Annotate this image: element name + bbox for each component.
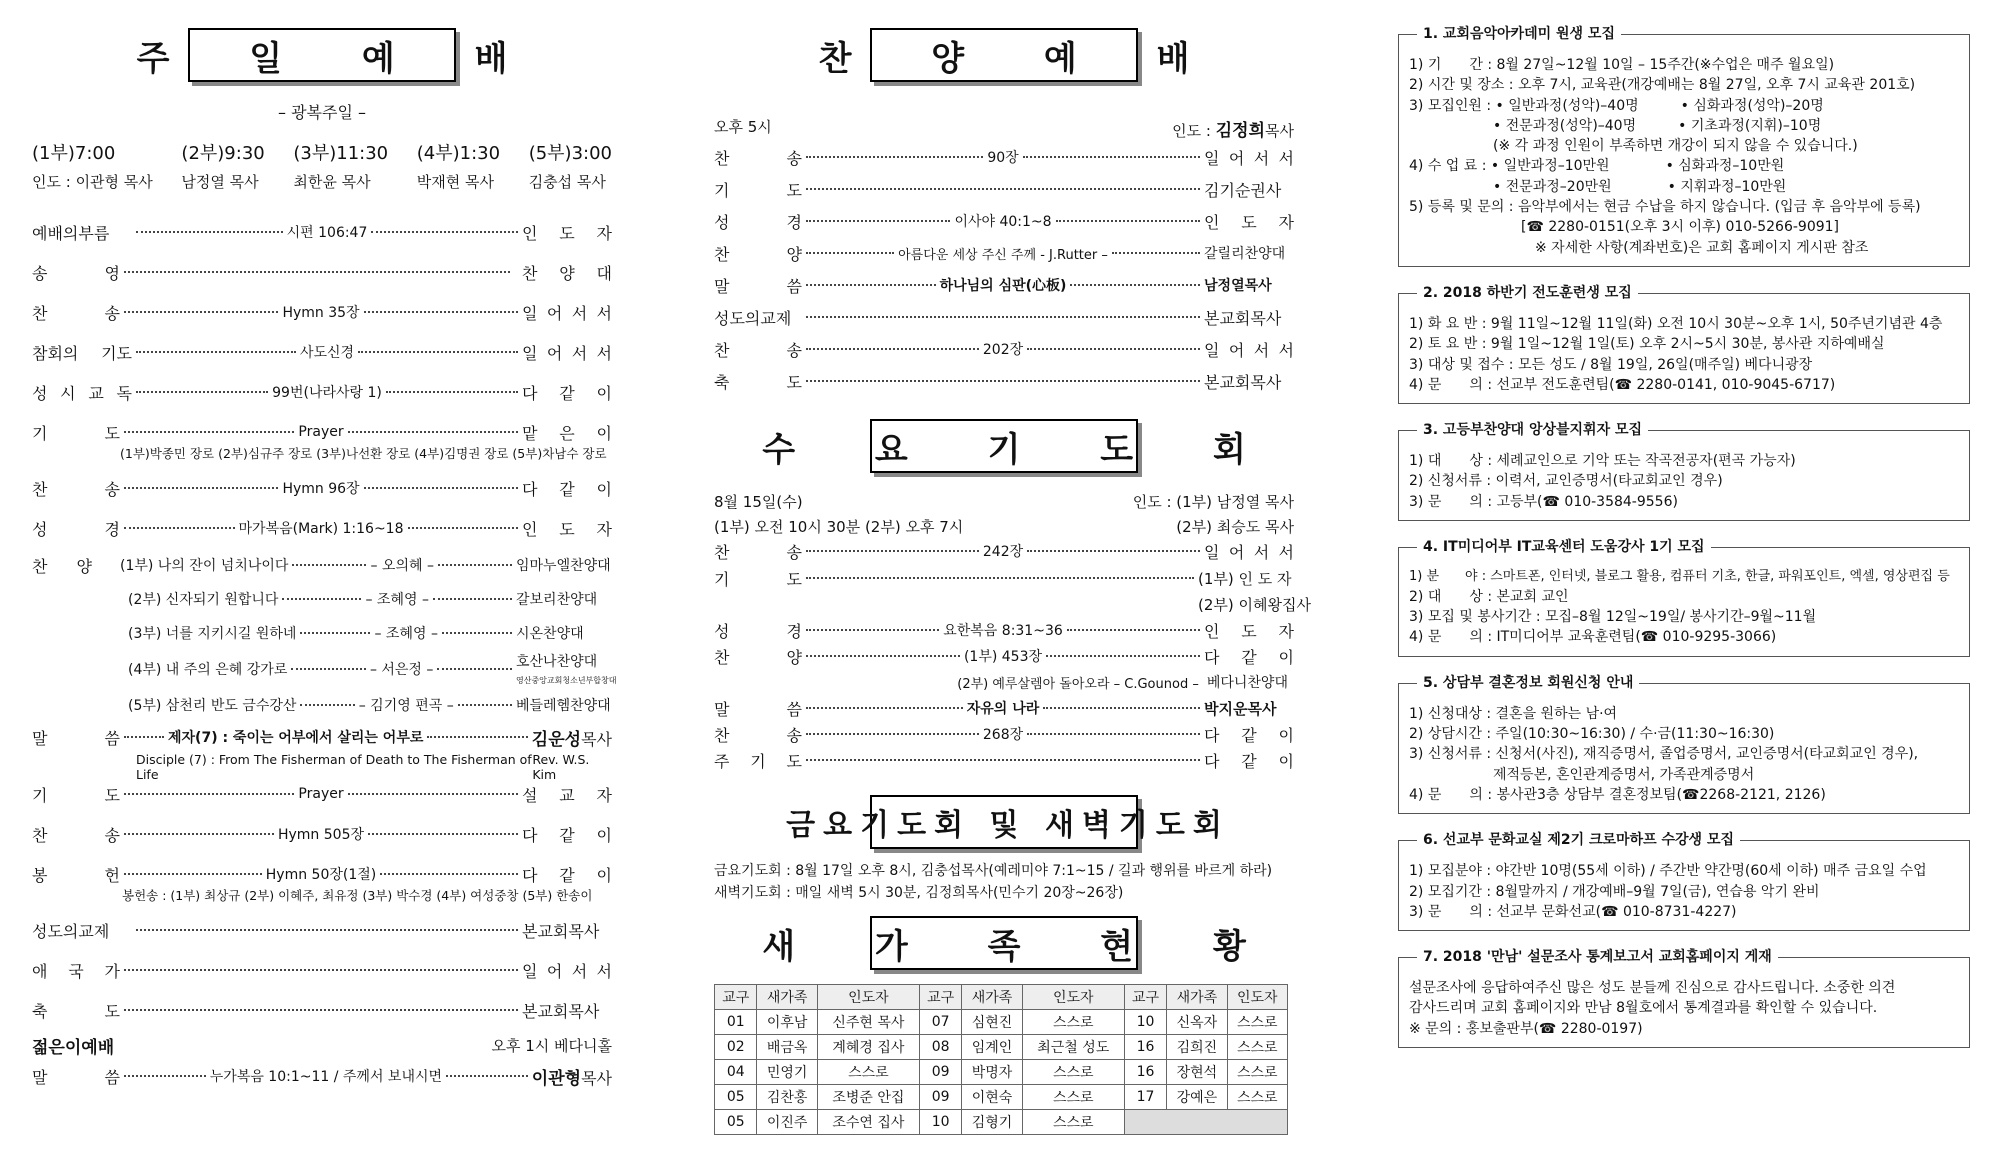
anthem4-note: 영산중앙교회청소년부합창대	[516, 676, 617, 685]
table-cell: 스스로	[1022, 1110, 1124, 1135]
table-row	[715, 1035, 1288, 1060]
wed-header-2: (1부) 오전 10시 30분 (2부) 오후 7시 (2부) 최승도 목사	[714, 518, 1294, 536]
order-row: 예배의부름 시편 106:47 인 도 자	[32, 223, 613, 243]
table-cell: 이현숙	[962, 1085, 1022, 1110]
order-row: (2부) 예루살렘아 돌아오라 – C.Gounod – 베다니찬양대	[957, 675, 1288, 692]
announcement-box: 1. 교회음악아카데미 원생 모집 1) 기 간 : 8월 27일~12월 10일 – 15주간(※수업은 매주 월요일) 2) 시간 및 장소 : 오후 7시, 교육관(개강예배는 8월 27일, 오후 7시 교육관 201호) 3) 모집인원 : • 일반과정(성악)–40명 • 심화과정(성악)–20명 • 전문과정(성악)–40명 • 기초과정(지휘)–10명 (※ 각 과정 인원이 부족하면 개강이 되지 않을 수 있습니다.) 4) 수 업 료 : • 일반과정–10만원 • 심화과정–10만원 • 전문과정–20만원 • 지휘과정–10만원 5) 등록 및 문의 : 음악부에서는 현금 수납을 하지 않습니다. (입금 후 음악부에 등록) [☎ 2280-0151(오후 3시 이후) 010-5266-9091] ※ 자세한 사항(계좌번호)은 교회 홈페이지 게시판 참조	[1398, 34, 1970, 267]
sunday-subtitle: – 광복주일 –	[278, 103, 366, 122]
table-cell: 신주현 목사	[817, 1010, 919, 1035]
order-row: 찬 송 Hymn 96장 다 같 이	[32, 479, 612, 499]
table-cell: 16	[1124, 1035, 1166, 1060]
table-cell	[1124, 1110, 1287, 1135]
table-cell: 장현석	[1167, 1060, 1227, 1085]
wed-header-1: 8월 15일(수) 인도 : (1부) 남정열 목사	[714, 493, 1294, 511]
announcement-title: 7. 2018 '만남' 설문조사 통계보고서 교회홈페이지 게재	[1417, 947, 1778, 967]
table-cell: 스스로	[1022, 1060, 1124, 1085]
table-cell: 민영기	[757, 1060, 817, 1085]
anthem-row: (5부) 삼천리 반도 금수강산 – 김기영 편곡 – 베들레헴찬양대	[128, 698, 611, 714]
order-row: 기 도 (1부) 인 도 자	[714, 569, 1292, 589]
service-4: (4부)1:30 박재현 목사	[416, 143, 501, 191]
table-cell: 신옥자	[1167, 1010, 1227, 1035]
announcement-title: 2. 2018 하반기 전도훈련생 모집	[1417, 283, 1638, 303]
order-row: 찬 송 242장 일 어 서 서	[714, 542, 1294, 562]
announcement-title: 3. 고등부찬양대 앙상블지휘자 모집	[1417, 420, 1648, 440]
offering-note: 봉헌송 : (1부) 최상규 (2부) 이혜주, 최유정 (3부) 박수경 (4부) 여성중창 (5부) 한송이	[122, 888, 593, 903]
order-row: 성 경 이사야 40:1~8 인 도 자	[714, 212, 1295, 232]
table-cell: 17	[1124, 1085, 1166, 1110]
announcements-column	[1398, 0, 1970, 1048]
friday-dawn-title: 금요기도회 및 새벽기도회	[870, 795, 1138, 849]
service-2: (2부)9:30 남정열 목사	[181, 143, 265, 191]
table-cell: 스스로	[1227, 1085, 1287, 1110]
evening-services-column	[714, 0, 1311, 1135]
table-cell: 조병준 안집	[817, 1085, 919, 1110]
order-row: 성도의교제 본교회목사	[32, 921, 600, 941]
order-row: 말 씀 자유의 나라 박지운목사	[714, 699, 1277, 719]
order-row: 성 시 교 독 99번(나라사랑 1) 다 같 이	[32, 383, 612, 403]
new-family-title: 새 가 족 현 황	[870, 916, 1138, 970]
order-row: 말 씀 하나님의 심판(心板) 남정열목사	[714, 276, 1272, 296]
announcement-box: 5. 상담부 결혼정보 회원신청 안내 1) 신청대상 : 결혼을 원하는 남·여 2) 상담시간 : 주일(10:30~16:30) / 수·금(11:30~16:30) 3) 신청서류 : 신청서(사진), 재직증명서, 졸업증명서, 교인증명서(타교회교인 경우), 제적등본, 혼인관계증명서, 가족관계증명서 4) 문 의 : 봉사관3층 상담부 결혼정보팀(☎2268-2121, 2126)	[1398, 683, 1970, 814]
announcement-title: 4. IT미디어부 IT교육센터 도움강사 1기 모집	[1417, 537, 1711, 557]
table-cell: 박명자	[962, 1060, 1022, 1085]
sunday-worship-title: 주 일 예 배	[188, 28, 456, 82]
table-cell: 스스로	[817, 1060, 919, 1085]
service-1: (1부)7:00 인도 : 이관형 목사	[32, 143, 153, 191]
table-cell: 스스로	[1227, 1060, 1287, 1085]
order-row: 찬 송 202장 일 어 서 서	[714, 340, 1294, 360]
table-cell: 스스로	[1227, 1035, 1287, 1060]
anthem-row: (3부) 너를 지키시길 원하네 – 조혜영 – 시온찬양대	[128, 626, 584, 642]
table-header: 교구 새가족 인도자 교구 새가족 인도자 교구 새가족 인도자	[715, 985, 1288, 1010]
order-row: (2부) 이혜왕집사	[1198, 595, 1311, 614]
order-row: 찬 송 Hymn 35장 일 어 서 서	[32, 303, 612, 323]
announcement-box: 6. 선교부 문화교실 제2기 크로마하프 수강생 모집 1) 모집분야 : 야간반 10명(55세 이하) / 주간반 약간명(60세 이하) 매주 금요일 수업 2) 모집기간 : 8월말까지 / 개강예배–9월 7일(금), 연습용 악기 완비 3) 문 의 : 선교부 문화선교(☎ 010-8731-4227)	[1398, 840, 1970, 931]
service-times	[32, 139, 612, 192]
table-cell: 이후남	[757, 1010, 817, 1035]
table-cell: 10	[919, 1110, 961, 1135]
order-row: 찬 송 268장 다 같 이	[714, 725, 1294, 745]
table-cell: 09	[919, 1085, 961, 1110]
table-cell: 심현진	[962, 1010, 1022, 1035]
announcement-box: 2. 2018 하반기 전도훈련생 모집 1) 화 요 반 : 9월 11일~12월 11일(화) 오전 10시 30분~오후 1시, 50주년기념관 4층 2) 토 요 반 : 9월 1일~12월 1일(토) 오후 2시~5시 30분, 봉사관 지하예배실 3) 대상 및 접수 : 모든 성도 / 8월 19일, 26일(매주일) 베다니광장 4) 문 의 : 선교부 전도훈련팀(☎ 2280-0141, 010-9045-6717)	[1398, 293, 1970, 404]
youth-row: 말 씀 누가복음 10:1~11 / 주께서 보내시면 이관형목사	[32, 1067, 612, 1089]
table-row	[715, 1010, 1288, 1035]
order-row: 축 도 본교회목사	[714, 372, 1282, 392]
order-row: 송 영 찬 양 대	[32, 263, 612, 283]
table-cell: 10	[1124, 1010, 1166, 1035]
announcement-box: 7. 2018 '만남' 설문조사 통계보고서 교회홈페이지 게재 설문조사에 응답하여주신 많은 성도 분들께 진심으로 감사드립니다. 소중한 의견 감사드리며 교회 홈페이지와 만남 8월호에서 통계결과를 확인할 수 있습니다. ※ 문의 : 홍보출판부(☎ 2280-0197)	[1398, 957, 1970, 1048]
table-cell: 16	[1124, 1060, 1166, 1085]
order-row: 찬 양 (1부) 453장 다 같 이	[714, 647, 1294, 667]
table-cell: 스스로	[1227, 1010, 1287, 1035]
announcement-title: 6. 선교부 문화교실 제2기 크로마하프 수강생 모집	[1417, 830, 1740, 850]
order-row: 성 경 요한복음 8:31~36 인 도 자	[714, 621, 1294, 641]
sermon-row: 말 씀 제자(7) : 죽이는 어부에서 살리는 어부로 김운성목사	[32, 728, 612, 750]
praise-worship-title: 찬 양 예 배	[870, 28, 1138, 82]
table-row	[715, 1110, 1288, 1135]
table-cell: 배금옥	[757, 1035, 817, 1060]
table-cell: 09	[919, 1060, 961, 1085]
table-cell: 05	[715, 1110, 757, 1135]
table-cell: 08	[919, 1035, 961, 1060]
table-cell: 김형기	[962, 1110, 1022, 1135]
announcement-box: 3. 고등부찬양대 앙상블지휘자 모집 1) 대 상 : 세례교인으로 기악 또는 작곡전공자(편곡 가능자) 2) 신청서류 : 이력서, 교인증명서(타교회교인 경우) 3) 문 의 : 고등부(☎ 010-3584-9556)	[1398, 430, 1970, 521]
table-row	[715, 1060, 1288, 1085]
order-row: 주 기 도 다 같 이	[714, 751, 1294, 771]
sermon-en: Disciple (7) : From The Fisherman of Death to The Fisherman of Life	[136, 752, 532, 782]
order-row: 기 도 Prayer 맡 은 이	[32, 423, 612, 443]
anthem-row: (4부) 내 주의 은혜 강가로 – 서은정 – 호산나찬양대 영산중앙교회청소년부합창대	[128, 654, 617, 685]
table-cell: 조수연 집사	[817, 1110, 919, 1135]
order-row: 참회의 기도 사도신경 일 어 서 서	[32, 343, 613, 363]
order-row: 애 국 가 일 어 서 서	[32, 961, 612, 981]
table-cell: 강예은	[1167, 1085, 1227, 1110]
new-family-table	[714, 984, 1288, 1135]
order-row: 봉 헌 Hymn 50장(1절) 다 같 이	[32, 865, 612, 885]
service-3: (3부)11:30 최한윤 목사	[293, 143, 389, 191]
youth-title: 젊은이예배	[32, 1037, 115, 1058]
youth-time: 오후 1시 베다니홀	[491, 1036, 612, 1055]
order-row: 성도의교제 본교회목사	[714, 308, 1282, 328]
table-cell: 계혜경 집사	[817, 1035, 919, 1060]
order-row: 축 도 본교회목사	[32, 1001, 600, 1021]
table-cell: 김희진	[1167, 1035, 1227, 1060]
anthem-row: 찬 양 (1부) 나의 잔이 넘치나이다 – 오의혜 – 임마누엘찬양대	[32, 556, 611, 576]
order-row: 찬 송 90장 일 어 서 서	[714, 148, 1294, 168]
order-row: 기 도 Prayer 설 교 자	[32, 785, 612, 805]
order-row: 성 경 마가복음(Mark) 1:16~18 인 도 자	[32, 519, 613, 539]
wednesday-prayer-title: 수 요 기 도 회	[870, 419, 1138, 473]
table-cell: 최근철 성도	[1022, 1035, 1124, 1060]
sunday-worship-column	[32, 0, 617, 1092]
service-5: (5부)3:00 김충섭 목사	[528, 143, 612, 191]
announcement-box: 4. IT미디어부 IT교육센터 도움강사 1기 모집 1) 분 야 : 스마트폰, 인터넷, 블로그 활용, 컴퓨터 기초, 한글, 파워포인트, 엑셀, 영상편집 등 2) 대 상 : 본교회 교인 3) 모집 및 봉사기간 : 모집–8월 12일~19일/ 봉사기간–9월~11월 4) 문 의 : IT미디어부 교육훈련팀(☎ 010-9295-3066)	[1398, 547, 1970, 657]
table-cell: 김찬홍	[757, 1085, 817, 1110]
order-row: 찬 송 Hymn 505장 다 같 이	[32, 825, 612, 845]
youth-header	[32, 1030, 612, 1060]
table-cell: 스스로	[1022, 1010, 1124, 1035]
table-cell: 02	[715, 1035, 757, 1060]
preacher-en: Rev. W.S. Kim	[532, 752, 590, 782]
table-cell: 05	[715, 1085, 757, 1110]
announcement-title: 1. 교회음악아카데미 원생 모집	[1417, 24, 1621, 44]
praise-header: 오후 5시 인도 : 김정희목사	[714, 118, 1294, 141]
table-cell: 이진주	[757, 1110, 817, 1135]
anthem-row: (2부) 신자되기 원합니다 – 조혜영 – 갈보리찬양대	[128, 592, 598, 608]
table-cell: 01	[715, 1010, 757, 1035]
friday-dawn-info: 금요기도회 : 8월 17일 오후 8시, 김충섭목사(예레미야 7:1~15 / 길과 행위를 바르게 하라) 새벽기도회 : 매일 새벽 5시 30분, 김정희목사(민수기 20장~26장)	[714, 863, 1273, 901]
table-row	[715, 1085, 1288, 1110]
prayers-note: (1부)박종민 장로 (2부)심규주 장로 (3부)나선환 장로 (4부)김명권 장로 (5부)차남수 장로	[120, 446, 607, 461]
order-row: 기 도 김기순권사	[714, 180, 1282, 200]
table-cell: 스스로	[1022, 1085, 1124, 1110]
table-cell: 임계인	[962, 1035, 1022, 1060]
order-row: 찬 양 아름다운 세상 주신 주께 - J.Rutter – 갈릴리찬양대	[714, 244, 1286, 264]
announcement-title: 5. 상담부 결혼정보 회원신청 안내	[1417, 673, 1639, 693]
table-cell: 07	[919, 1010, 961, 1035]
table-cell: 04	[715, 1060, 757, 1085]
